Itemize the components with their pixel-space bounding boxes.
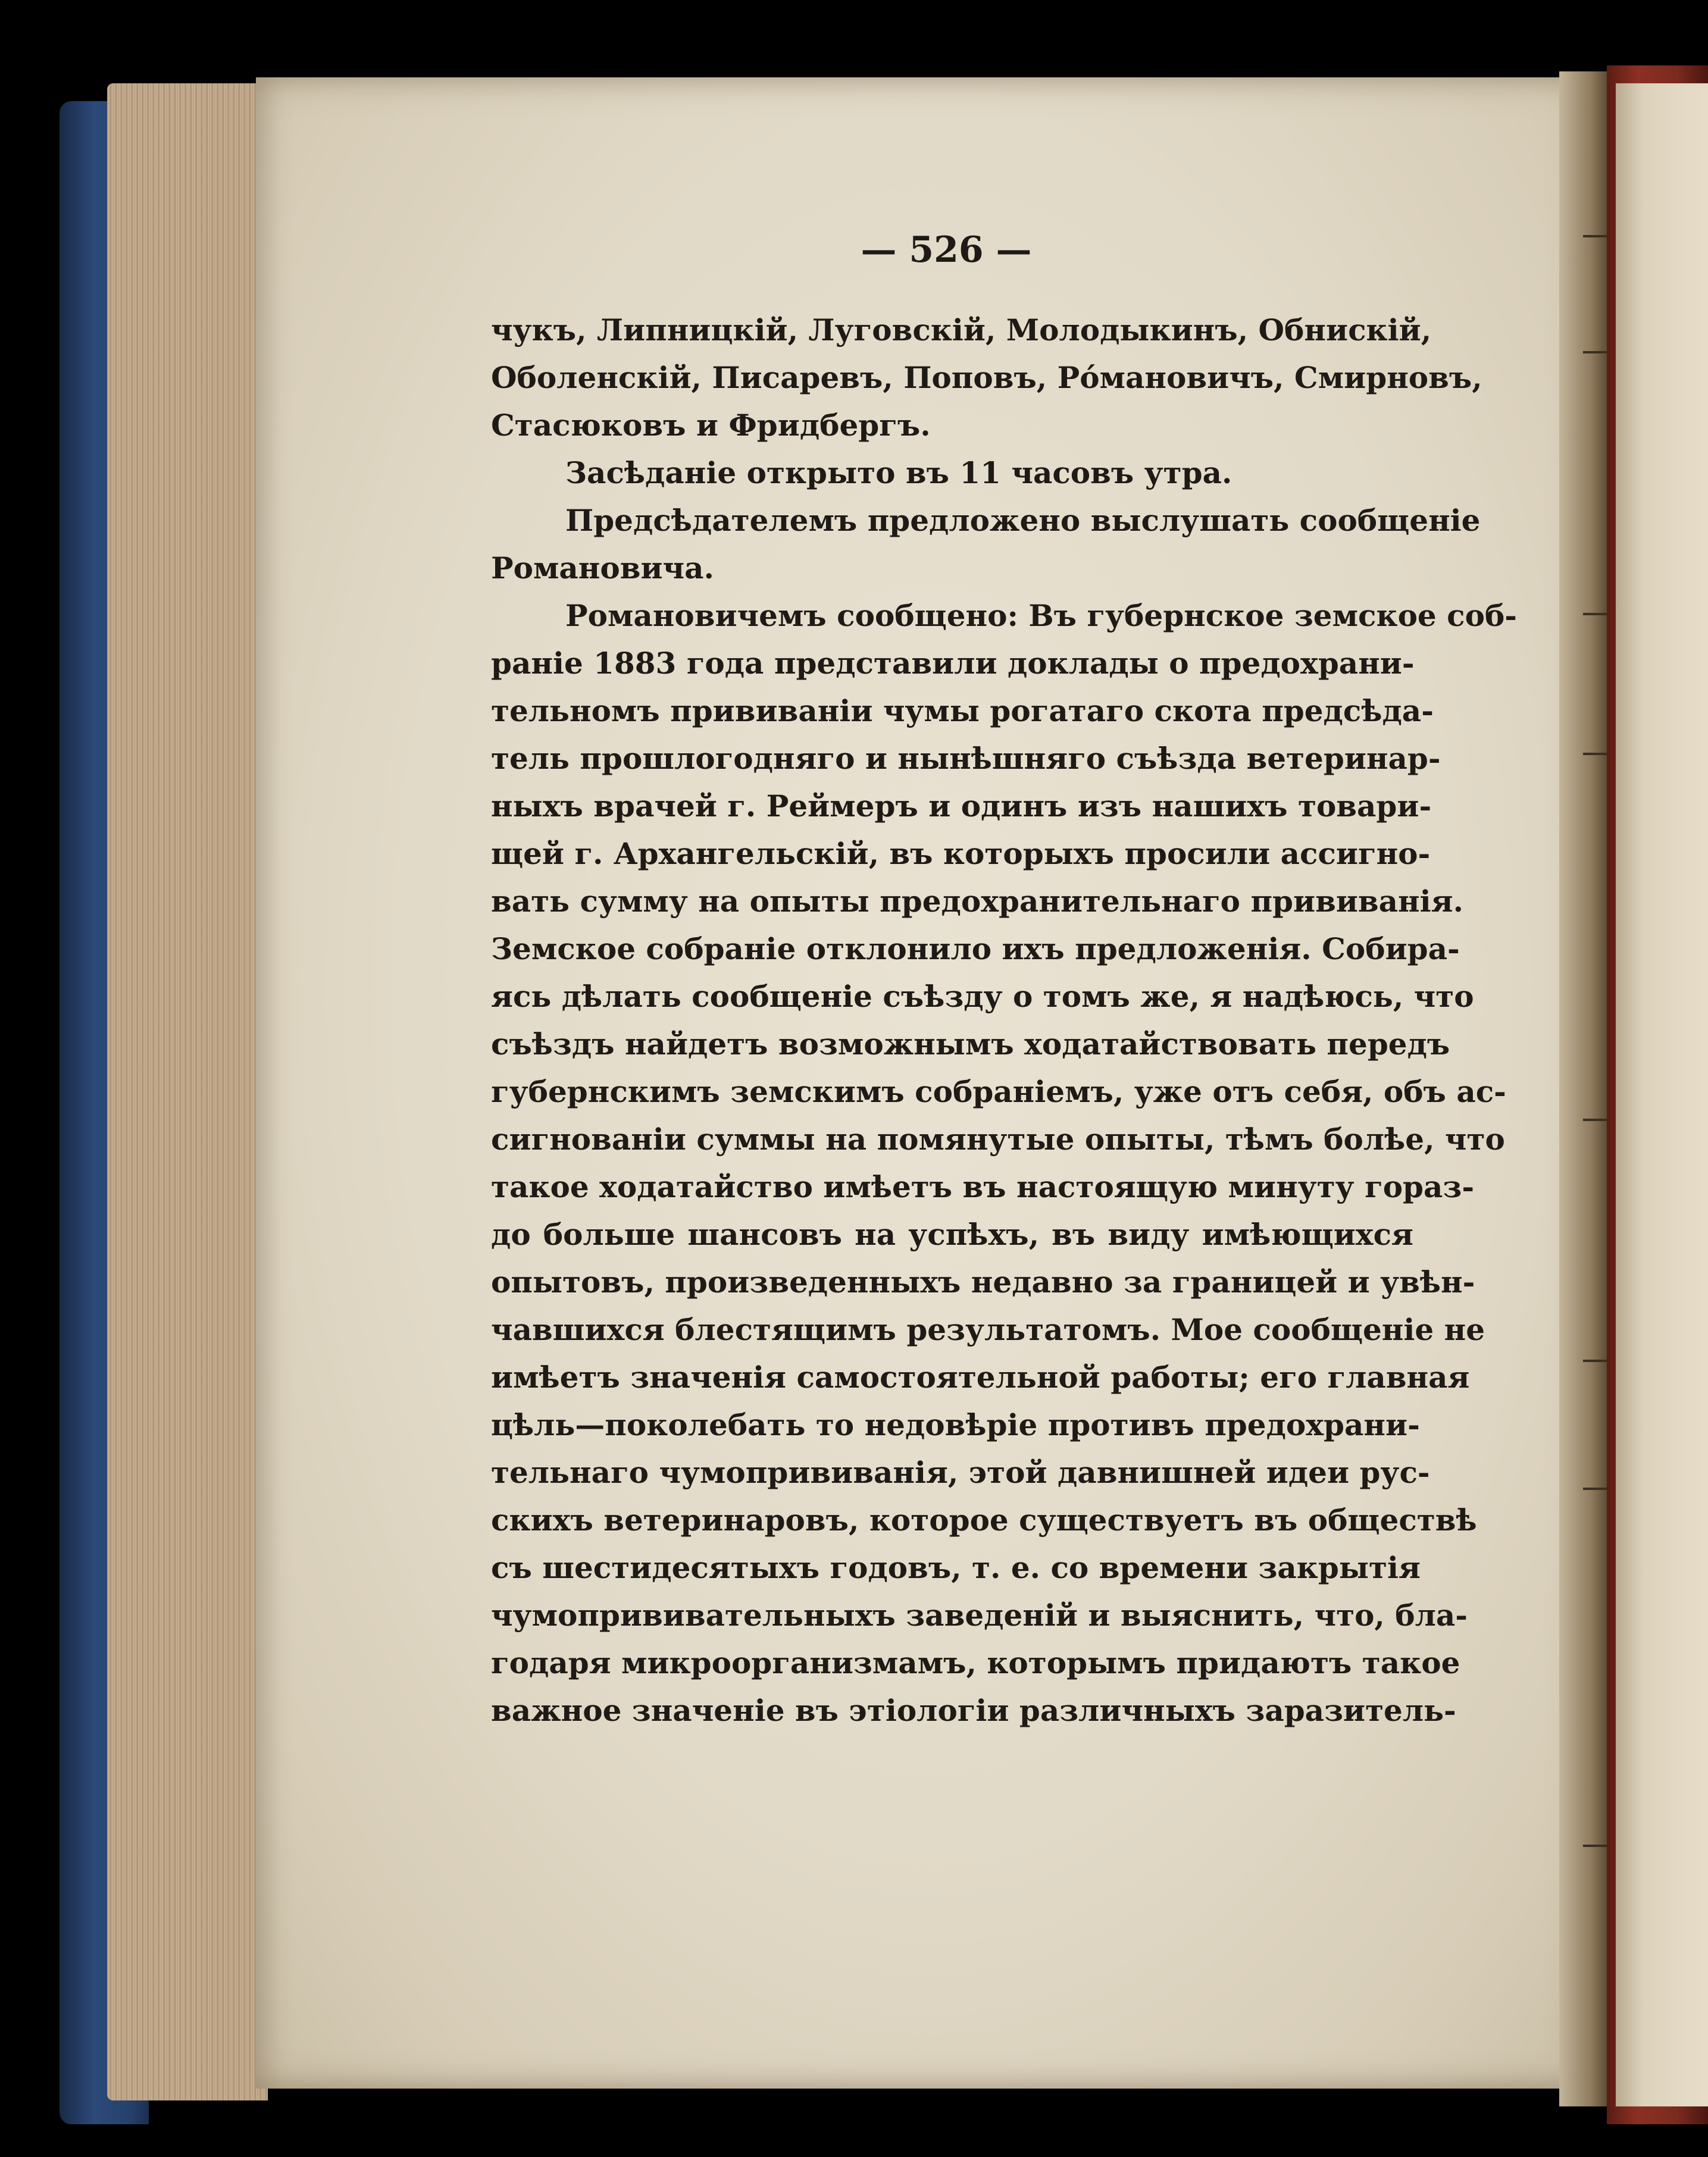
text-line: важное значеніе въ этіологіи различныхъ заразитель- xyxy=(491,1693,1456,1728)
text-line: опытовъ, произведенныхъ недавно за границей и увѣн- xyxy=(491,1264,1475,1300)
text-line: Романовичемъ сообщено: Въ губернское земское соб- xyxy=(565,598,1518,633)
text-line: Предсѣдателемъ предложено выслушать сообщеніе xyxy=(565,503,1481,538)
text-line: Земское собраніе отклонило ихъ предложенія. Собира- xyxy=(491,931,1460,966)
text-line: тельнаго чумопрививанія, этой давнишней идеи рус- xyxy=(491,1455,1430,1490)
text-line: скихъ ветеринаровъ, которое существуетъ въ обществѣ xyxy=(491,1502,1477,1538)
text-line: до больше шансовъ на успѣхъ, въ виду имѣющихся xyxy=(491,1217,1413,1252)
text-line: имѣетъ значенія самостоятельной работы; его главная xyxy=(491,1360,1470,1395)
page-edges xyxy=(107,83,268,2100)
text-line: цѣль—поколебать то недовѣріе противъ предохрани- xyxy=(491,1407,1420,1442)
page-number: — 526 — xyxy=(861,229,1032,271)
edge-mark xyxy=(1583,753,1607,755)
text-line: чукъ, Липницкій, Луговскій, Молодыкинъ, Обнискій, xyxy=(491,312,1432,348)
text-line: Засѣданіе открыто въ 11 часовъ утра. xyxy=(565,455,1232,490)
text-line: губернскимъ земскимъ собраніемъ, уже отъ себя, объ ас- xyxy=(491,1074,1506,1109)
edge-mark xyxy=(1583,235,1607,237)
text-line: такое ходатайство имѣетъ въ настоящую минуту гораз- xyxy=(491,1169,1475,1204)
text-line: щей г. Архангельскій, въ которыхъ просили ассигно- xyxy=(491,836,1431,871)
page-gutter xyxy=(1559,71,1613,2106)
edge-mark xyxy=(1583,613,1607,615)
edge-mark xyxy=(1583,1360,1607,1362)
text-line: сигнованіи суммы на помянутые опыты, тѣмъ болѣе, что xyxy=(491,1122,1505,1157)
page-body-text xyxy=(491,306,1518,1735)
text-line: тель прошлогодняго и нынѣшняго съѣзда ветеринар- xyxy=(491,741,1441,776)
edge-mark xyxy=(1583,1488,1607,1490)
text-line: вать сумму на опыты предохранительнаго прививанія. xyxy=(491,884,1463,919)
text-line: Оболенскій, Писаревъ, Поповъ, Ро́мановичъ, Смирновъ, xyxy=(491,360,1482,395)
text-line: Романовича. xyxy=(491,550,714,586)
text-line: раніе 1883 года представили доклады о предохрани- xyxy=(491,646,1415,681)
text-line: Стасюковъ и Фридбергъ. xyxy=(491,408,931,443)
edge-mark xyxy=(1583,1845,1607,1847)
text-line: годаря микроорганизмамъ, которымъ придаютъ такое xyxy=(491,1645,1460,1680)
edge-mark xyxy=(1583,351,1607,353)
text-line: ясь дѣлать сообщеніе съѣзду о томъ же, я надѣюсь, что xyxy=(491,979,1474,1014)
text-line: чумопрививательныхъ заведеній и выяснить, что, бла- xyxy=(491,1598,1468,1633)
facing-page-edge xyxy=(1616,83,1708,2106)
text-line: съ шестидесятыхъ годовъ, т. е. со времени закрытія xyxy=(491,1550,1421,1585)
text-line: тельномъ прививаніи чумы рогатаго скота предсѣда- xyxy=(491,693,1434,728)
edge-mark xyxy=(1583,1119,1607,1121)
text-line: чавшихся блестящимъ результатомъ. Мое сообщеніе не xyxy=(491,1312,1485,1347)
text-line: ныхъ врачей г. Реймеръ и одинъ изъ нашихъ товари- xyxy=(491,788,1432,824)
text-line: съѣздъ найдетъ возможнымъ ходатайствовать передъ xyxy=(491,1026,1450,1062)
